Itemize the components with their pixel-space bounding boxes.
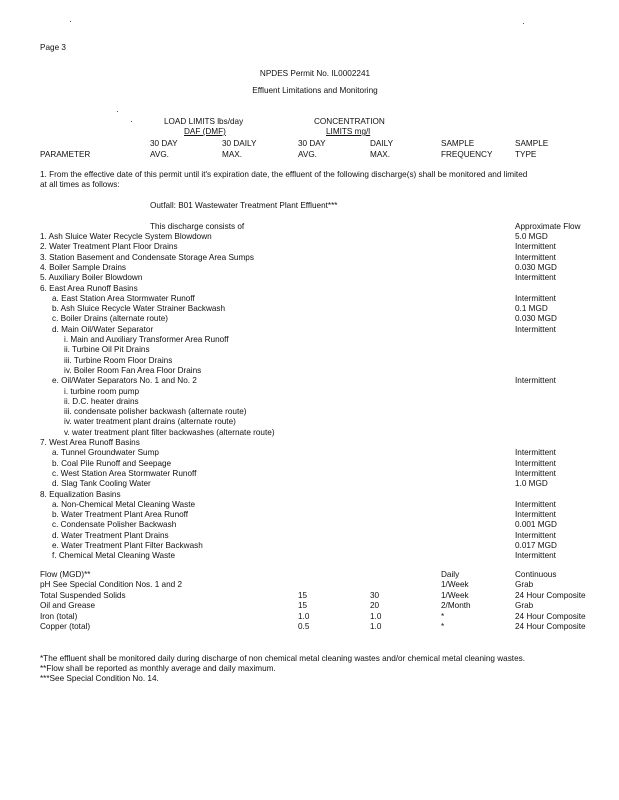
discharge-item: a. Non-Chemical Metal Cleaning Waste [52, 500, 196, 509]
discharge-item-flow: Intermittent [515, 273, 556, 282]
sample-type: Grab [515, 601, 534, 610]
conc-max-value: 20 [370, 601, 380, 610]
parameter-name: Iron (total) [40, 612, 78, 621]
discharge-item: f. Chemical Metal Cleaning Waste [52, 551, 176, 560]
discharge-item: iv. water treatment plant drains (alternate route) [64, 417, 236, 426]
permit-title: NPDES Permit No. IL0002241 [259, 69, 371, 78]
sample-frequency: Daily [441, 570, 460, 579]
sample-frequency: 1/Week [441, 591, 469, 600]
type-label: TYPE [515, 150, 537, 159]
discharge-item: 2. Water Treatment Plant Floor Drains [40, 242, 178, 251]
intro-line-1: 1. From the effective date of this permit until it's expiration date, the effluent of the following discharge(s) shall be monitored and limited [40, 170, 528, 179]
parameter-name: Copper (total) [40, 622, 91, 631]
sample-type: Continuous [515, 570, 557, 579]
conc-avg-value: 0.5 [298, 622, 310, 631]
discharge-item-flow: Intermittent [515, 242, 556, 251]
discharge-item: i. Main and Auxiliary Transformer Area Runoff [64, 335, 229, 344]
outfall-title: Outfall: B01 Wastewater Treatment Plant Effluent*** [150, 201, 338, 210]
scan-speck [131, 121, 132, 122]
discharge-item-flow: Intermittent [515, 294, 556, 303]
conc-daily-label: DAILY [370, 139, 394, 148]
discharge-item-flow: Intermittent [515, 551, 556, 560]
sample-frequency: 1/Week [441, 580, 469, 589]
discharge-item: 6. East Area Runoff Basins [40, 284, 138, 293]
discharge-item-flow: Intermittent [515, 459, 556, 468]
sample-type: 24 Hour Composite [515, 591, 586, 600]
page-label: Page 3 [40, 43, 66, 52]
discharge-item-flow: Intermittent [515, 448, 556, 457]
discharge-item-flow: Intermittent [515, 253, 556, 262]
parameter-label: PARAMETER [40, 150, 91, 159]
conc-max-label: MAX. [370, 150, 391, 159]
daf-label: DAF (DMF) [184, 127, 226, 136]
footnote: **Flow shall be reported as monthly average and daily maximum. [40, 664, 276, 673]
conc-avg-label: AVG. [298, 150, 317, 159]
discharge-item-flow: 1.0 MGD [515, 479, 548, 488]
discharge-item: 4. Boiler Sample Drains [40, 263, 127, 272]
conc-avg-value: 1.0 [298, 612, 310, 621]
sample-frequency: * [441, 622, 445, 631]
parameter-name: Total Suspended Solids [40, 591, 126, 600]
sample-label: SAMPLE [441, 139, 475, 148]
discharge-item: b. Coal Pile Runoff and Seepage [52, 459, 172, 468]
discharge-item: a. Tunnel Groundwater Sump [52, 448, 159, 457]
footnote: ***See Special Condition No. 14. [40, 674, 159, 683]
section-subtitle: Effluent Limitations and Monitoring [252, 86, 378, 95]
parameter-name: Oil and Grease [40, 601, 96, 610]
discharge-item: b. Water Treatment Plant Area Runoff [52, 510, 189, 519]
discharge-item: 3. Station Basement and Condensate Storage Area Sumps [40, 253, 254, 262]
discharge-item: a. East Station Area Stormwater Runoff [52, 294, 195, 303]
discharge-item-flow: 0.017 MGD [515, 541, 557, 550]
parameter-name: Flow (MGD)** [40, 570, 91, 579]
footnote: *The effluent shall be monitored daily during discharge of non chemical metal cleaning wastes and/or chemical metal cleaning wastes. [40, 654, 525, 663]
discharge-item-flow: Intermittent [515, 376, 556, 385]
discharge-item: e. Oil/Water Separators No. 1 and No. 2 [52, 376, 197, 385]
discharge-item-flow: Intermittent [515, 531, 556, 540]
discharge-item: d. Slag Tank Cooling Water [52, 479, 151, 488]
discharge-item-flow: Intermittent [515, 325, 556, 334]
conc-max-value: 1.0 [370, 622, 382, 631]
limits-mgl-label: LIMITS mg/l [326, 127, 371, 136]
conc-max-value: 30 [370, 591, 380, 600]
frequency-label: FREQUENCY [441, 150, 493, 159]
sample-type: 24 Hour Composite [515, 612, 586, 621]
sample-type: Grab [515, 580, 534, 589]
discharge-item: v. water treatment plant filter backwashes (alternate route) [64, 428, 275, 437]
discharge-item-flow: 0.1 MGD [515, 304, 548, 313]
conc-max-value: 1.0 [370, 612, 382, 621]
scan-speck [117, 111, 118, 112]
discharge-item: d. Main Oil/Water Separator [52, 325, 154, 334]
discharge-item-flow: 5.0 MGD [515, 232, 548, 241]
discharge-item: 1. Ash Sluice Water Recycle System Blowdown [40, 232, 212, 241]
discharge-item: b. Ash Sluice Recycle Water Strainer Backwash [52, 304, 226, 313]
discharge-item: c. West Station Area Stormwater Runoff [52, 469, 197, 478]
conc-avg-value: 15 [298, 591, 308, 600]
discharge-item: ii. D.C. heater drains [64, 397, 139, 406]
discharge-item-flow: 0.001 MGD [515, 520, 557, 529]
flow-header: Approximate Flow [515, 222, 581, 231]
discharge-item-flow: Intermittent [515, 510, 556, 519]
discharge-item: i. turbine room pump [64, 387, 140, 396]
conc-avg-value: 15 [298, 601, 308, 610]
discharge-item-flow: Intermittent [515, 469, 556, 478]
discharge-item-flow: 0.030 MGD [515, 263, 557, 272]
discharge-header: This discharge consists of [150, 222, 245, 231]
scan-speck [523, 23, 524, 24]
discharge-item-flow: 0.030 MGD [515, 314, 557, 323]
discharge-item: 8. Equalization Basins [40, 490, 121, 499]
discharge-item: c. Boiler Drains (alternate route) [52, 314, 169, 323]
discharge-item: c. Condensate Polisher Backwash [52, 520, 177, 529]
intro-line-2: at all times as follows: [40, 180, 120, 189]
load-limits-label: LOAD LIMITS lbs/day [164, 117, 244, 126]
parameter-name: pH See Special Condition Nos. 1 and 2 [40, 580, 183, 589]
discharge-item: e. Water Treatment Plant Filter Backwash [52, 541, 203, 550]
load-30-day-label: 30 DAY [150, 139, 178, 148]
discharge-item: 5. Auxiliary Boiler Blowdown [40, 273, 143, 282]
discharge-item: 7. West Area Runoff Basins [40, 438, 140, 447]
conc-30-day-label: 30 DAY [298, 139, 326, 148]
load-30-daily-label: 30 DAILY [222, 139, 257, 148]
discharge-item: iv. Boiler Room Fan Area Floor Drains [64, 366, 202, 375]
sample-type: 24 Hour Composite [515, 622, 586, 631]
discharge-item-flow: Intermittent [515, 500, 556, 509]
concentration-label: CONCENTRATION [314, 117, 385, 126]
scan-speck [70, 21, 71, 22]
sample-frequency: 2/Month [441, 601, 471, 610]
discharge-item: d. Water Treatment Plant Drains [52, 531, 169, 540]
discharge-item: ii. Turbine Oil Pit Drains [64, 345, 150, 354]
load-max-label: MAX. [222, 150, 243, 159]
discharge-item: iii. Turbine Room Floor Drains [64, 356, 173, 365]
sample-label-2: SAMPLE [515, 139, 549, 148]
sample-frequency: * [441, 612, 445, 621]
discharge-item: iii. condensate polisher backwash (alternate route) [64, 407, 247, 416]
load-avg-label: AVG. [150, 150, 169, 159]
